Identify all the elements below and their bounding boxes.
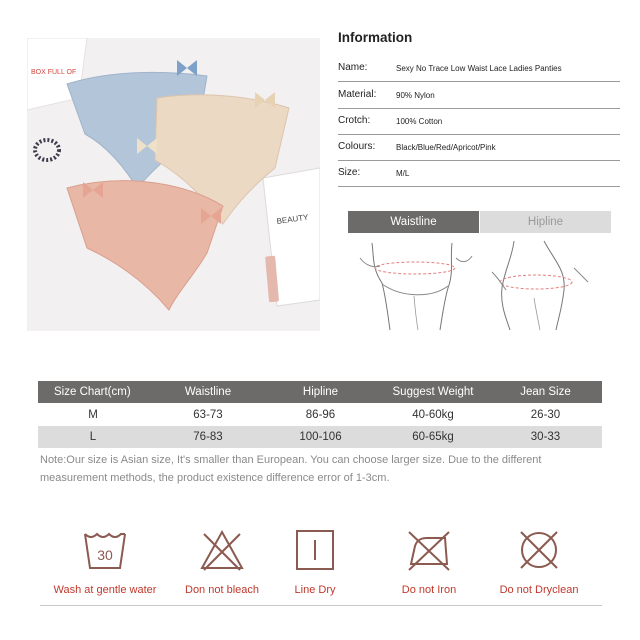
care-label: Don not bleach <box>185 584 259 596</box>
cell-hipline: 100-106 <box>299 431 342 443</box>
info-value: M/L <box>396 169 410 178</box>
cell-size: L <box>89 431 97 443</box>
hipline-figure <box>484 238 609 333</box>
header-size: Size Chart(cm) <box>54 386 131 398</box>
cell-jean-size: 30-33 <box>530 431 561 443</box>
info-label: Material: <box>338 89 377 100</box>
table-row <box>38 404 602 426</box>
info-title: Information <box>338 30 413 45</box>
wash-30-icon <box>81 528 129 572</box>
size-note: Note:Our size is Asian size, It's smaller than European. You can choose larger size. Due to the different measurement methods, the product existence difference error of 1-3cm. <box>40 454 542 484</box>
care-iron <box>374 528 484 596</box>
care-wash <box>50 528 160 596</box>
product-photo-illustration <box>27 38 320 331</box>
info-value: 90% Nylon <box>396 91 435 100</box>
info-value: Black/Blue/Red/Apricot/Pink <box>396 143 496 152</box>
info-row-size <box>338 160 620 187</box>
cell-hipline: 86-96 <box>305 409 336 421</box>
table-row <box>38 426 602 448</box>
bottom-divider <box>40 605 602 606</box>
info-label: Name: <box>338 62 368 73</box>
header-weight: Suggest Weight <box>392 386 474 398</box>
header-waistline: Waistline <box>184 386 232 398</box>
info-label: Size: <box>338 167 361 178</box>
tab-hipline[interactable]: Hipline <box>480 211 611 233</box>
info-row-crotch <box>338 108 620 135</box>
cell-waistline: 63-73 <box>193 409 223 421</box>
waistline-figure <box>352 238 477 333</box>
cell-weight: 60-65kg <box>412 431 454 443</box>
product-photo <box>27 38 320 331</box>
header-hipline: Hipline <box>302 386 339 398</box>
cell-size: M <box>88 409 98 421</box>
wash-temperature: 30 <box>97 547 113 563</box>
care-label: Wash at gentle water <box>53 584 157 596</box>
cell-weight: 40-60kg <box>412 409 454 421</box>
size-chart <box>38 381 602 448</box>
cell-jean-size: 26-30 <box>530 409 561 421</box>
size-chart-header <box>38 381 602 403</box>
tab-waistline[interactable]: Waistline <box>348 211 479 233</box>
info-label: Crotch: <box>338 115 371 126</box>
info-row-material <box>338 82 620 109</box>
no-dryclean-icon <box>515 528 563 572</box>
care-label: Line Dry <box>294 584 336 596</box>
card-text: BEAUTY <box>276 212 309 226</box>
info-row-name <box>338 55 620 82</box>
box-text: BOX FULL OF <box>31 69 77 76</box>
info-value: 100% Cotton <box>396 117 443 126</box>
info-label: Colours: <box>338 141 376 152</box>
header-jean-size: Jean Size <box>520 386 571 398</box>
line-dry-icon <box>291 528 339 572</box>
no-iron-icon <box>405 528 453 572</box>
info-value: Sexy No Trace Low Waist Lace Ladies Panties <box>396 64 562 73</box>
care-label: Do not Iron <box>401 584 457 596</box>
care-dryclean <box>484 528 594 596</box>
no-bleach-icon <box>198 528 246 572</box>
care-dry <box>260 528 370 596</box>
care-label: Do not Dryclean <box>499 584 579 596</box>
cell-waistline: 76-83 <box>193 431 223 443</box>
info-row-colours <box>338 134 620 161</box>
